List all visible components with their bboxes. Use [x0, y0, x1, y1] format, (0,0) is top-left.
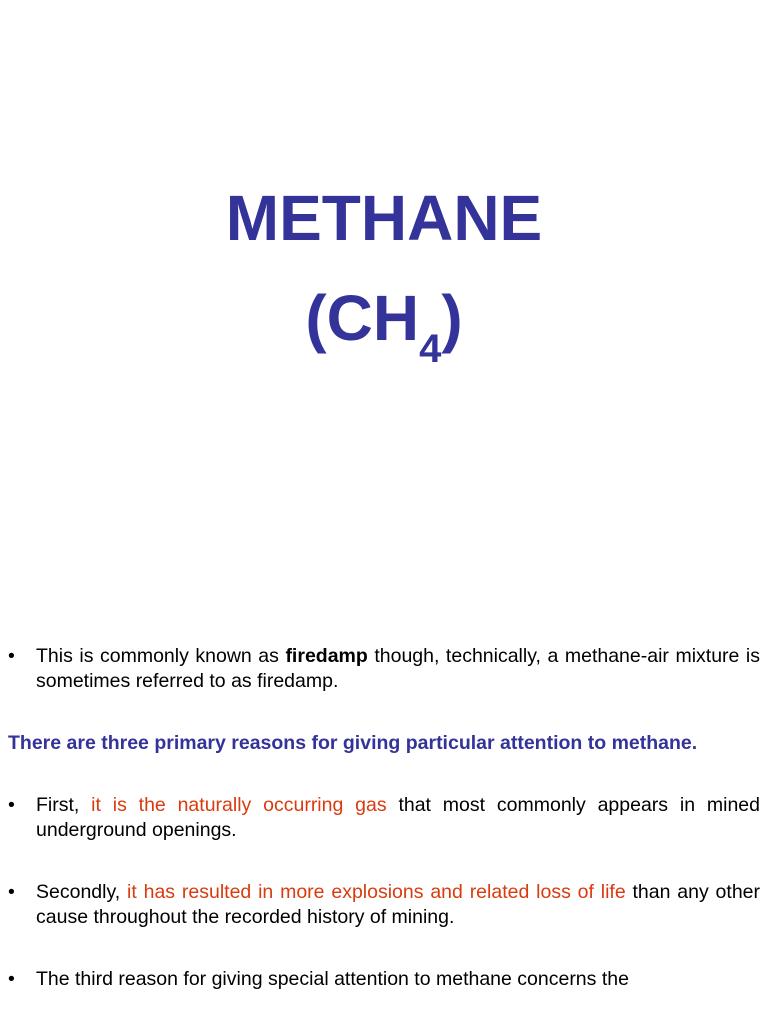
third-reason-pre-text: The third reason for giving special attention to methane concerns the [36, 968, 629, 990]
second-reason-pre-text: Secondly, [36, 881, 128, 903]
firedamp-bold-term: firedamp [285, 645, 368, 667]
paragraph-three-reasons: There are three primary reasons for giving particular attention to methane. [8, 732, 698, 754]
formula-open: (CH [305, 282, 420, 354]
formula-subscript: 4 [419, 327, 442, 371]
second-reason-highlight: it has resulted in more explosions and related loss of life [127, 881, 626, 903]
paragraph-firedamp [8, 644, 760, 694]
title-methane: METHANE [225, 182, 543, 254]
first-reason-highlight: it is the naturally occurring gas [91, 794, 387, 816]
bullet-icon: • [8, 794, 15, 816]
title-formula [0, 282, 768, 371]
first-reason-pre-text: First, [36, 794, 92, 816]
bullet-icon: • [8, 968, 15, 990]
first-reason-post-text: that most commonly appears in mined underground openings. [36, 794, 760, 841]
paragraph-second-reason [8, 880, 760, 930]
formula-close: ) [441, 282, 463, 354]
paragraph-third-reason [8, 967, 760, 992]
paragraph-first-reason [8, 793, 760, 843]
body-content [8, 644, 760, 992]
bullet-icon: • [8, 645, 15, 667]
second-reason-post-text: than any other cause throughout the recorded history of mining. [36, 881, 761, 928]
firedamp-pre-text: This is commonly known as [36, 645, 286, 667]
firedamp-post-text: though, technically, a methane-air mixture is sometimes referred to as firedamp. [36, 645, 760, 692]
bullet-icon: • [8, 881, 15, 903]
